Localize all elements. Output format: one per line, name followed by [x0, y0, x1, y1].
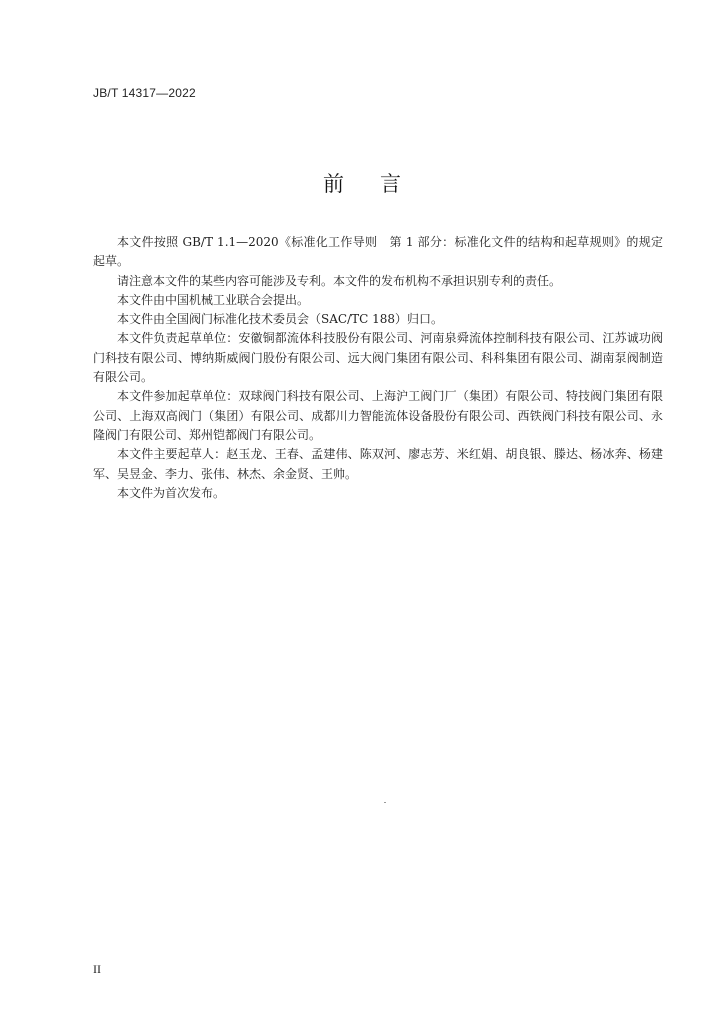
page-number: II: [93, 962, 101, 976]
paragraph-participating-drafters: 本文件参加起草单位：双球阀门科技有限公司、上海沪工阀门厂（集团）有限公司、特技阀门集团有限公司、上海双高阀门（集团）有限公司、成都川力智能流体设备股份有限公司、西铁阀门科技有限公司、永隆阀门有限公司、郑州铠都阀门有限公司。: [93, 389, 663, 442]
section-title: [0, 168, 724, 198]
standard-code: JB/T 14317—2022: [93, 86, 196, 100]
paragraph-committee: 本文件由全国阀门标准化技术委员会（SAC/TC 188）归口。: [117, 312, 444, 327]
paragraph-first-release: 本文件为首次发布。: [117, 485, 226, 500]
foreword-body: [93, 233, 663, 503]
section-title-part2: 言: [380, 172, 401, 196]
paragraph-drafting-rules: 本文件按照 GB/T 1.1—2020《标准化工作导则 第 1 部分：标准化文件的结构和起草规则》的规定起草。: [93, 235, 663, 269]
paragraph-lead-drafters: 本文件负责起草单位：安徽铜都流体科技股份有限公司、河南泉舜流体控制科技有限公司、江苏诚功阀门科技有限公司、博纳斯威阀门股份有限公司、远大阀门集团有限公司、科科集团有限公司、湖南泵阀制造有限公司。: [93, 331, 663, 385]
scan-speck: [384, 802, 386, 803]
section-title-part1: 前: [323, 172, 344, 196]
paragraph-patent-notice: 请注意本文件的某些内容可能涉及专利。本文件的发布机构不承担识别专利的责任。: [117, 273, 562, 288]
paragraph-main-drafters: 本文件主要起草人：赵玉龙、王春、孟建伟、陈双河、廖志芳、米红娟、胡良银、滕达、杨冰奔、杨建军、吴昱金、李力、张伟、林杰、余金贤、王帅。: [93, 447, 663, 481]
paragraph-proposer: 本文件由中国机械工业联合会提出。: [117, 292, 310, 307]
